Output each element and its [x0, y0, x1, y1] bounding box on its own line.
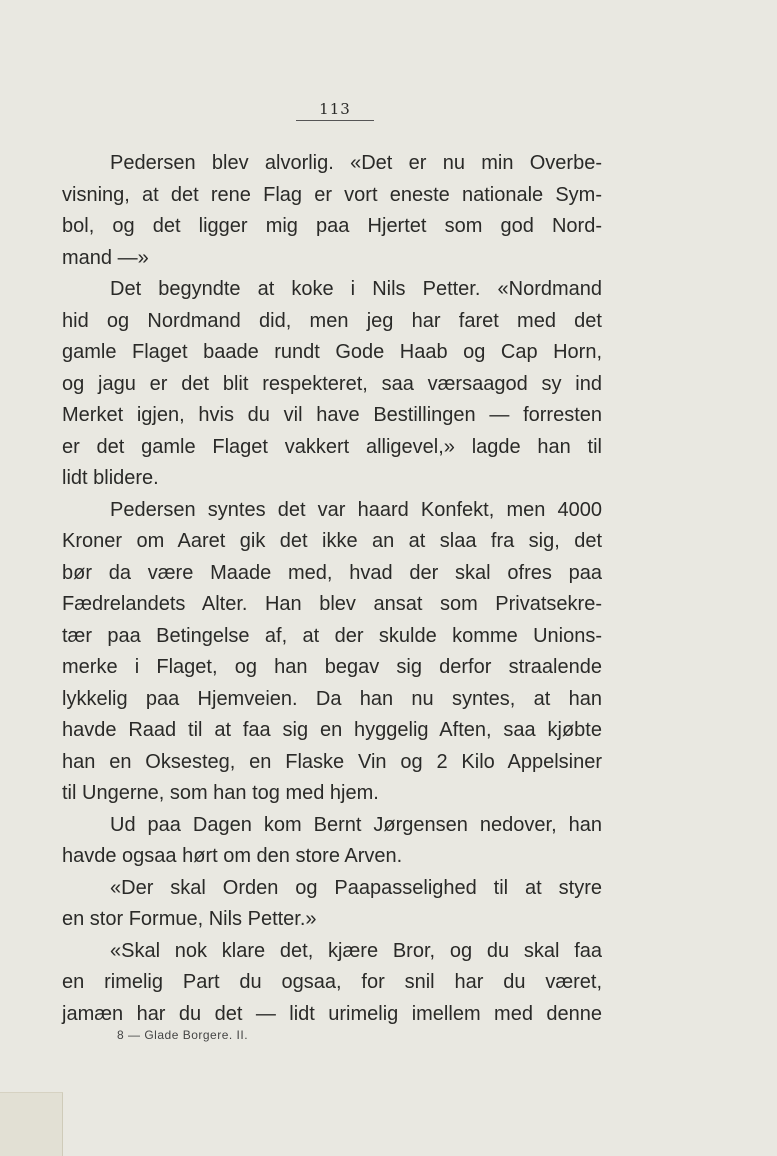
text-line: Pedersen blev alvorlig. «Det er nu min Overbe-: [110, 152, 602, 174]
text-line: «Skal nok klare det, kjære Bror, og du skal faa: [110, 939, 602, 962]
text-line: «Der skal Orden og Paapasselighed til at styre: [110, 876, 602, 899]
text-line: tær paa Betingelse af, at der skulde komme Unions-: [62, 624, 602, 647]
text-line: Kroner om Aaret gik det ikke an at slaa fra sig, det: [62, 530, 602, 552]
text-line: Det begyndte at koke i Nils Petter. «Nordmand: [110, 278, 602, 300]
text-line: en rimelig Part du ogsaa, for snil har du været,: [62, 971, 602, 993]
page-edge-mark: [0, 1092, 63, 1156]
text-line: lykkelig paa Hjemveien. Da han nu syntes, at han: [62, 687, 602, 710]
text-line: han en Oksesteg, en Flaske Vin og 2 Kilo Appelsiner: [62, 750, 602, 773]
text-line: bør da være Maade med, hvad der skal ofres paa: [62, 561, 602, 584]
text-line: og jagu er det blit respekteret, saa værsaagod sy ind: [62, 372, 602, 395]
text-line: mand —»: [62, 246, 149, 269]
text-line: bol, og det ligger mig paa Hjertet som god Nord-: [62, 215, 602, 237]
text-line: jamæn har du det — lidt urimelig imellem med denne: [62, 1002, 602, 1025]
body-text: [62, 148, 602, 1030]
text-line: havde ogsaa hørt om den store Arven.: [62, 845, 403, 867]
text-line: visning, at det rene Flag er vort eneste nationale Sym-: [62, 183, 602, 206]
text-line: merke i Flaget, og han begav sig derfor straalende: [62, 656, 602, 678]
text-line: lidt blidere.: [62, 467, 159, 489]
text-line: er det gamle Flaget vakkert alligevel,» lagde han til: [62, 435, 602, 458]
text-line: Merket igjen, hvis du vil have Bestillingen — forresten: [62, 404, 602, 426]
text-line: Fædrelandets Alter. Han blev ansat som Privatsekre-: [62, 593, 602, 615]
text-line: hid og Nordmand did, men jeg har faret med det: [62, 309, 602, 332]
text-line: en stor Formue, Nils Petter.»: [62, 908, 317, 930]
text-line: havde Raad til at faa sig en hyggelig Aften, saa kjøbte: [62, 719, 602, 741]
page-number: 113: [296, 100, 374, 121]
text-line: Pedersen syntes det var haard Konfekt, men 4000: [110, 498, 602, 521]
signature-footer: 8 — Glade Borgere. II.: [117, 1028, 249, 1042]
text-line: Ud paa Dagen kom Bernt Jørgensen nedover, han: [110, 813, 602, 836]
text-line: til Ungerne, som han tog med hjem.: [62, 782, 379, 804]
text-line: gamle Flaget baade rundt Gode Haab og Cap Horn,: [62, 341, 602, 363]
